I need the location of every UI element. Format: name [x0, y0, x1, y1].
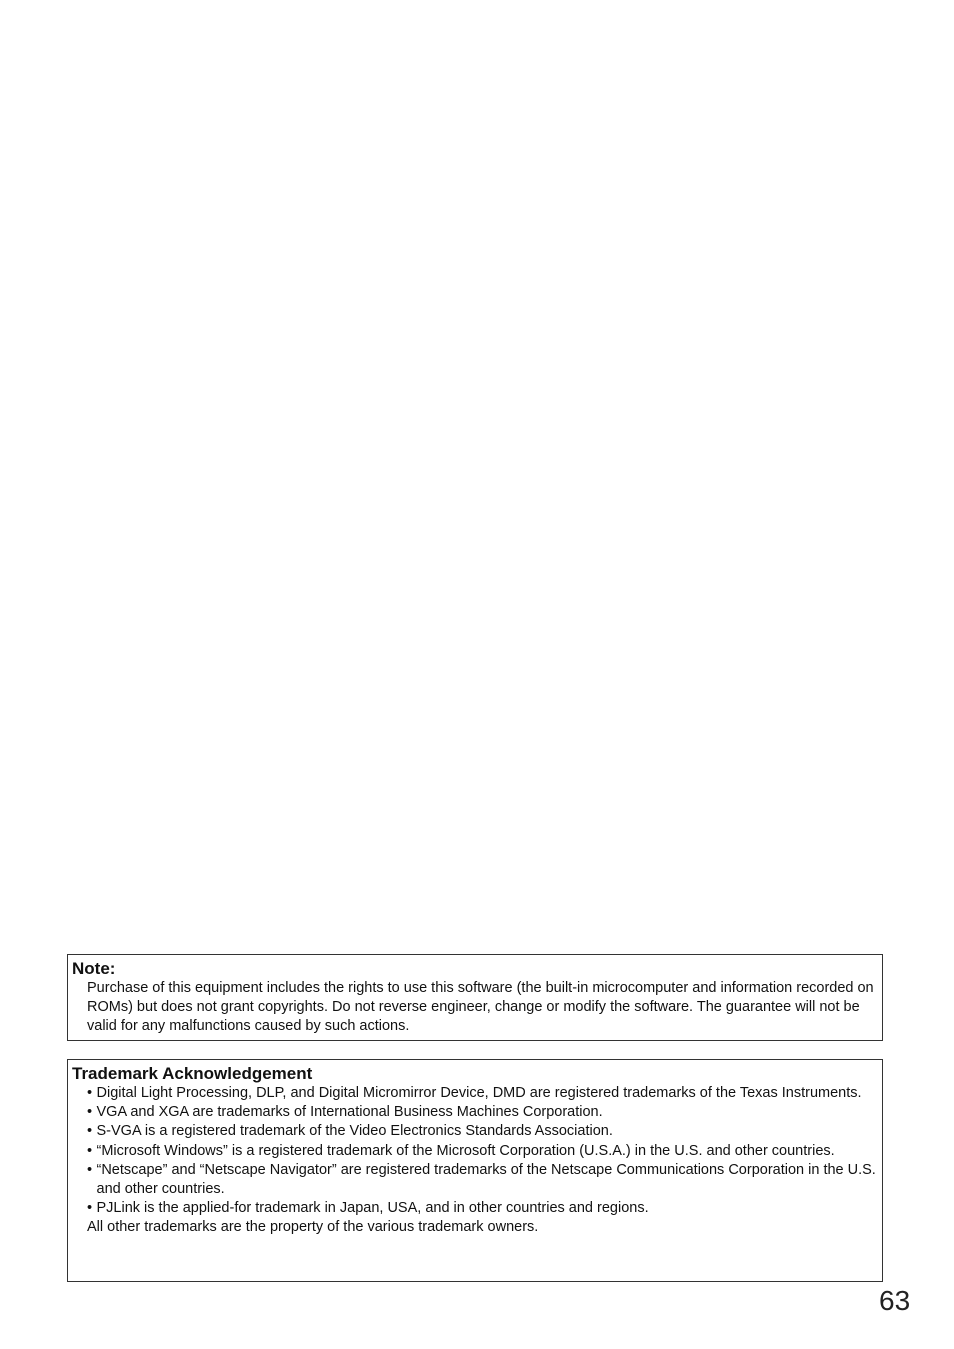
bullet-icon: • — [87, 1161, 93, 1178]
trademark-item — [87, 1103, 877, 1122]
trademark-item — [87, 1161, 877, 1199]
trademark-item-text: S-VGA is a registered trademark of the Video Electronics Standards Association. — [96, 1123, 613, 1140]
page-number: 63 — [879, 1285, 911, 1316]
trademark-item-text: VGA and XGA are trademarks of International Business Machines Corporation. — [96, 1104, 603, 1121]
trademark-item-text: Digital Light Processing, DLP, and Digital Micromirror Device, DMD are registered trademarks of the Texas Instruments. — [96, 1085, 862, 1101]
bullet-icon: • — [87, 1142, 93, 1159]
trademark-item-text: PJLink is the applied-for trademark in Japan, USA, and in other countries and regions. — [96, 1200, 649, 1217]
note-text: Purchase of this equipment includes the rights to use this software (the built-in microcomputer and information recorded on ROMs) but does not grant copyrights. Do not reverse engineer, change or modify the software. The guarantee will not be valid for any malfunctions caused by such actions. — [87, 980, 874, 1034]
trademark-item-text: “Netscape” and “Netscape Navigator” are registered trademarks of the Netscape Communications Corporation in the U.S. and other countries. — [96, 1161, 876, 1198]
bullet-icon: • — [87, 1123, 93, 1140]
note-title: Note: — [72, 959, 116, 978]
bullet-icon: • — [87, 1085, 93, 1101]
trademark-title: Trademark Acknowledgement — [72, 1064, 313, 1083]
trademark-item — [87, 1199, 877, 1218]
trademark-footer: All other trademarks are the property of the various trademark owners. — [87, 1219, 539, 1236]
bullet-icon: • — [87, 1104, 93, 1121]
trademark-list — [72, 1084, 877, 1218]
trademark-box — [67, 1059, 883, 1282]
trademark-item — [87, 1142, 877, 1161]
trademark-item-text: “Microsoft Windows” is a registered trademark of the Microsoft Corporation (U.S.A.) in the U.S. and other countries. — [96, 1142, 835, 1159]
trademark-item — [87, 1084, 877, 1103]
trademark-item — [87, 1122, 877, 1141]
bullet-icon: • — [87, 1200, 93, 1217]
note-box — [67, 954, 883, 1041]
